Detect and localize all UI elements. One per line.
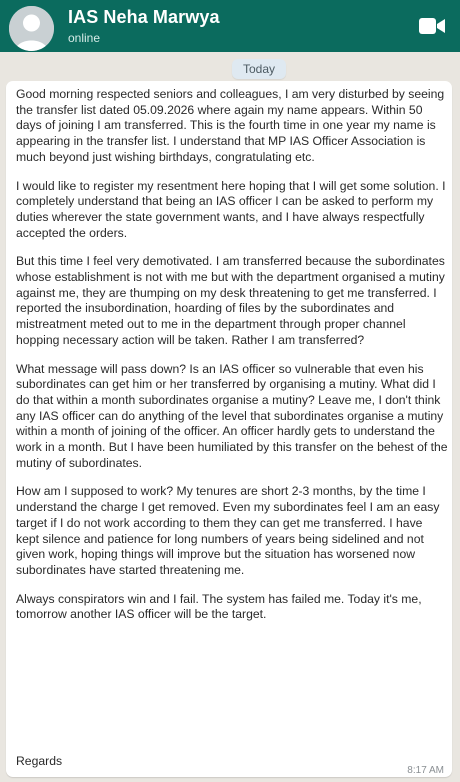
message-paragraph: I would like to register my resentment here hoping that I will get some solution. I completely understand that being an IAS officer I can be asked to perform my duties wherever the state government wants, and I have always respectfully accepted the orders.: [16, 178, 446, 240]
message-closing: Regards: [16, 754, 63, 768]
message-paragraph: How am I supposed to work? My tenures are short 2-3 months, by the time I understand the charge I get removed. Even my subordinates feel I am an easy target if I do not work according to them they can get me transferred. I have kept silence and patience for long numbers of years being sidelined and not given work, hoping things will improve but the situation has worsened now subordinates have started threatening me.: [16, 484, 440, 577]
date-chip: Today: [232, 59, 286, 79]
person-icon: [9, 6, 54, 51]
message-time: 8:17 AM: [407, 765, 444, 776]
chat-header: [0, 0, 460, 52]
contact-avatar[interactable]: [9, 6, 54, 51]
message-paragraph: But this time I feel very demotivated. I am transferred because the subordinates whose establishment is not with me but with the department organised a mutiny against me, they are thumping on my desk threatening to get me transferred. I reported the insubordination, hoarding of files by the subordinates and mistreatment meted out to me in the department through proper channel hopping necessary action will be taken. Rather I am transferred?: [16, 254, 445, 347]
message-paragraph: What message will pass down? Is an IAS officer so vulnerable that even his subordinates can get him or her transferred by organising a mutiny. What did I do that within a month subordinates organise a mutiny? Leave me, I don't think any IAS officer can do anything of the level that subordinates organise a mutiny within a month of joining of the officer. An officer hardly gets to understand the work in a month. But I have been humiliated by this transfer on the behest of the mutiny of subordinates.: [16, 361, 448, 470]
message-bubble[interactable]: [6, 81, 452, 777]
video-call-icon[interactable]: [418, 16, 446, 36]
message-paragraph: Good morning respected seniors and colleagues, I am very disturbed by seeing the transfer list dated 05.09.2026 where again my name appears. Within 50 days of joining I am transferred. This is the fourth time in one year my name is appearing in the transfer list. I understand that MP IAS Officer Association is much beyond just wishing birthdays, congratulating etc.: [16, 87, 445, 164]
contact-name[interactable]: IAS Neha Marwya: [68, 7, 220, 27]
contact-status: online: [68, 31, 101, 45]
message-paragraph: Always conspirators win and I fail. The system has failed me. Today it's me, tomorrow another IAS officer will be the target.: [16, 591, 422, 622]
chat-area[interactable]: [0, 52, 460, 782]
